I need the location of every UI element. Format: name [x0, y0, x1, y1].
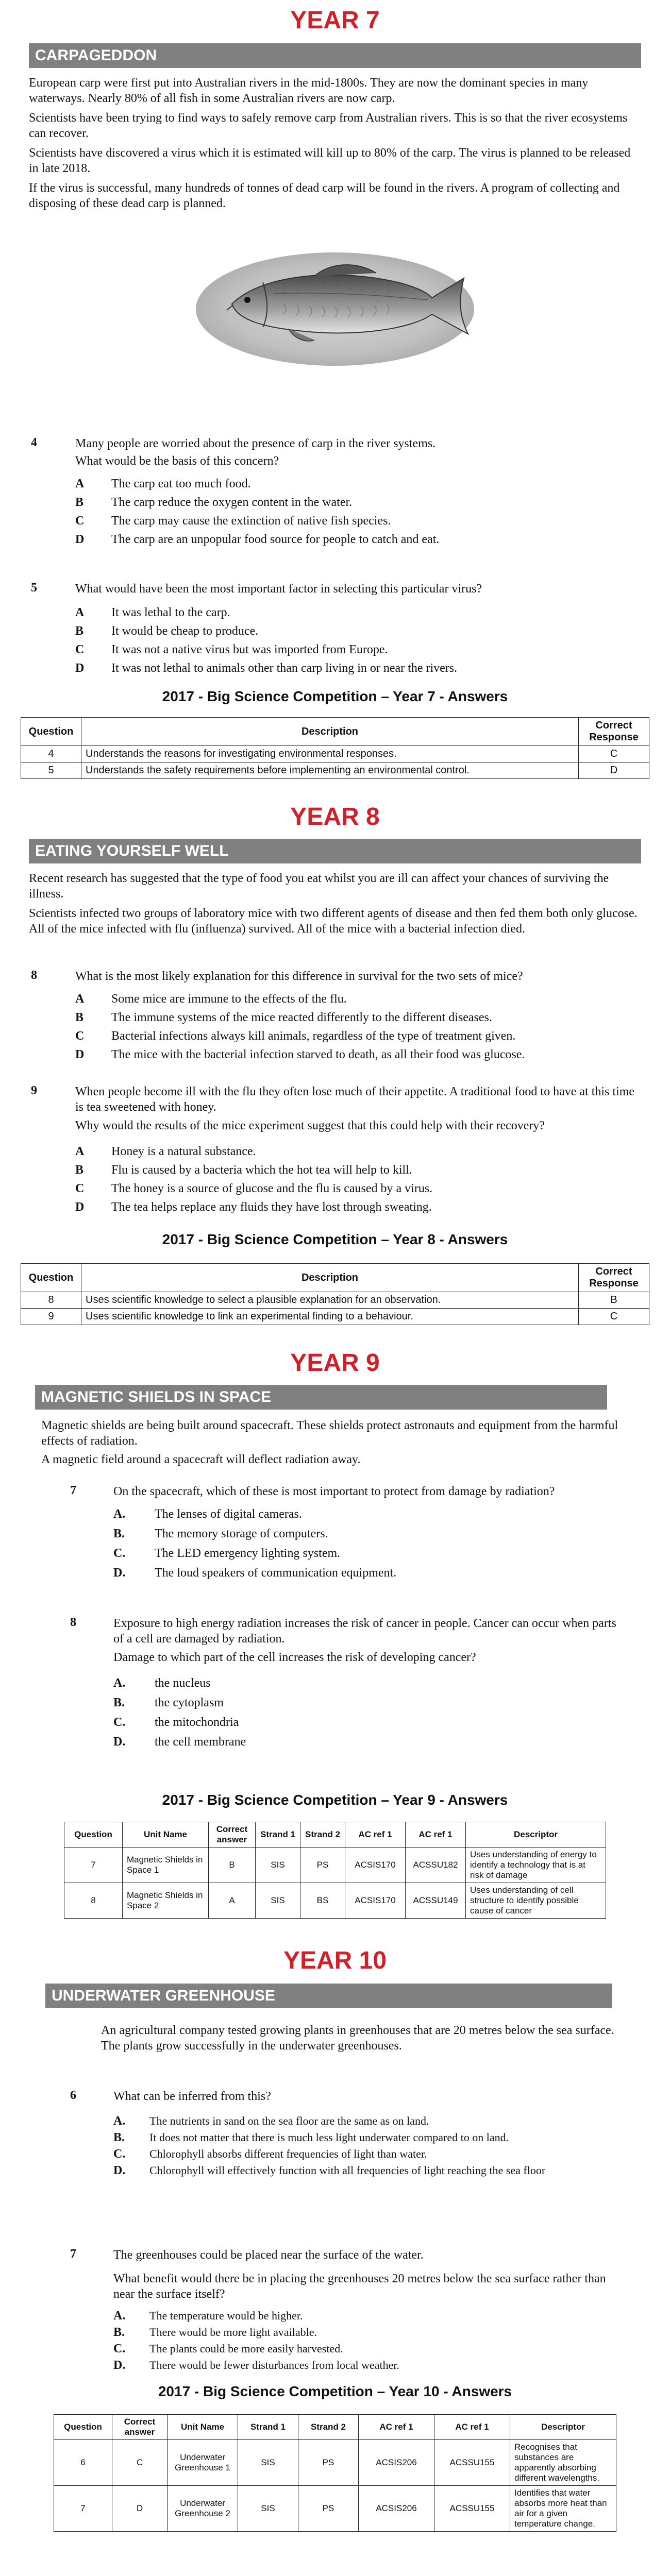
column-header: AC ref 1 — [406, 1822, 466, 1848]
table-cell: 4 — [21, 746, 81, 762]
answers-title: 2017 - Big Science Competition – Year 9 - Answers — [162, 1792, 508, 1808]
option-text: The loud speakers of communication equipment. — [155, 1566, 397, 1580]
column-header: AC ref 1 — [345, 1822, 406, 1848]
table-cell: SIS — [256, 1883, 300, 1919]
option-text: The memory storage of computers. — [155, 1527, 328, 1540]
table-cell: 9 — [21, 1309, 81, 1325]
table-row — [64, 1848, 606, 1883]
table-cell: ACSIS170 — [345, 1848, 406, 1883]
option-letter: B. — [113, 1696, 125, 1709]
intro-paragraph: An agricultural company tested growing plants in greenhouses that are 20 metres below the sea surface. The plants grow successfully in the underwater greenhouses. — [101, 2024, 614, 2053]
table-cell: D — [112, 2486, 167, 2532]
option-text: Chlorophyll will effectively function with all frequencies of light reaching the sea floor — [149, 2164, 546, 2177]
table-cell: Magnetic Shields in Space 2 — [123, 1883, 209, 1919]
column-header: Correct Response — [579, 718, 649, 746]
option-letter: D. — [113, 1735, 126, 1749]
answers-table — [21, 717, 649, 779]
table-row — [54, 2486, 616, 2532]
answers-table — [54, 2414, 616, 2532]
option-text: The honey is a source of glucose and the flu is caused by a virus. — [111, 1182, 433, 1195]
column-header: Strand 2 — [298, 2415, 359, 2440]
table-row — [21, 1292, 649, 1309]
option-letter: A. — [113, 2114, 126, 2128]
table-row — [54, 2440, 616, 2486]
table-cell: Uses understanding of energy to identify a technology that is at risk of damage — [466, 1848, 606, 1883]
table-row — [21, 746, 649, 762]
question-text: What is the most likely explanation for this difference in survival for the two sets of mice? — [75, 970, 523, 983]
table-cell: 6 — [54, 2440, 112, 2486]
option-letter: D. — [113, 2164, 126, 2177]
option-text: Some mice are immune to the effects of the flu. — [111, 992, 347, 1006]
table-cell: ACSIS206 — [359, 2486, 434, 2532]
option-text: Honey is a natural substance. — [111, 1145, 256, 1158]
question-text: Many people are worried about the presence of carp in the river systems. — [75, 437, 436, 450]
option-text: The immune systems of the mice reacted differently to the different diseases. — [111, 1011, 492, 1024]
option-letter: B — [75, 624, 84, 638]
option-text: the mitochondria — [155, 1716, 239, 1729]
table-cell: ACSIS170 — [345, 1883, 406, 1919]
option-letter: C — [75, 1182, 85, 1195]
table-cell: Uses scientific knowledge to link an experimental finding to a behaviour. — [81, 1309, 579, 1325]
option-text: Bacterial infections always kill animals, regardless of the type of treatment given. — [111, 1029, 516, 1043]
column-header: Descriptor — [510, 2415, 616, 2440]
option-letter: D. — [113, 2359, 126, 2372]
intro-paragraph: Scientists infected two groups of laboratory mice with two different agents of disease and then fed them both only glucose. All of the mice infected with flu (influenza) survived. All of the mice with a bacterial infection died. — [29, 907, 638, 936]
column-header: Question — [21, 1264, 81, 1292]
question-number: 7 — [70, 2247, 76, 2261]
table-cell: BS — [300, 1883, 345, 1919]
column-header: Strand 2 — [300, 1822, 345, 1848]
question-number: 4 — [31, 436, 37, 449]
option-letter: B — [75, 496, 84, 509]
option-letter: D — [75, 533, 85, 546]
table-cell: C — [579, 746, 649, 762]
option-text: The carp may cause the extinction of native fish species. — [111, 514, 391, 528]
table-cell: 7 — [64, 1848, 123, 1883]
column-header: Strand 1 — [256, 1822, 300, 1848]
option-text: The nutrients in sand on the sea floor are the same as on land. — [149, 2114, 429, 2127]
option-letter: A. — [113, 1507, 126, 1521]
option-letter: C. — [113, 2147, 126, 2161]
table-cell: Understands the reasons for investigating environmental responses. — [81, 746, 579, 762]
column-header: Description — [81, 1264, 579, 1292]
table-header-row — [64, 1822, 606, 1848]
table-header-row — [54, 2415, 616, 2440]
table-cell: ACSSU182 — [406, 1848, 466, 1883]
question-text: The greenhouses could be placed near the surface of the water. — [113, 2248, 424, 2262]
option-letter: C. — [113, 1547, 126, 1560]
intro-paragraph: A magnetic field around a spacecraft will deflect radiation away. — [41, 1453, 361, 1466]
option-letter: B. — [113, 2131, 125, 2144]
answers-table — [21, 1263, 649, 1325]
option-text: Chlorophyll absorbs different frequencies of light than water. — [149, 2147, 427, 2160]
option-letter: D — [75, 1200, 85, 1214]
table-cell: B — [209, 1848, 256, 1883]
column-header: Description — [81, 718, 579, 746]
option-text: the cell membrane — [155, 1735, 246, 1749]
option-text: It would be cheap to produce. — [111, 624, 259, 638]
question-text: On the spacecraft, which of these is most important to protect from damage by radiation? — [113, 1485, 555, 1498]
column-header: Question — [54, 2415, 112, 2440]
option-text: the nucleus — [155, 1676, 211, 1690]
option-text: It was not a native virus but was imported from Europe. — [111, 643, 388, 656]
year-7-heading: YEAR 7 — [290, 7, 380, 34]
option-text: The tea helps replace any fluids they have lost through sweating. — [111, 1200, 432, 1214]
table-header-row — [21, 1264, 649, 1292]
option-text: The carp reduce the oxygen content in the water. — [111, 496, 353, 509]
table-row — [21, 1309, 649, 1325]
option-text: The mice with the bacterial infection starved to death, as all their food was glucose. — [111, 1048, 525, 1061]
option-letter: A — [75, 992, 85, 1006]
question-number: 7 — [70, 1484, 76, 1497]
question-text: Exposure to high energy radiation increases the risk of cancer in people. Cancer can occur when parts of a cell are damaged by radiation. — [113, 1617, 616, 1646]
option-text: There would be more light available. — [149, 2326, 317, 2338]
option-text: There would be fewer disturbances from local weather. — [149, 2359, 400, 2371]
column-header: Unit Name — [123, 1822, 209, 1848]
table-cell: ACSSU149 — [406, 1883, 466, 1919]
intro-paragraph: European carp were first put into Australian rivers in the mid-1800s. They are now the dominant species in many waterways. Nearly 80% of all fish in some Australian rivers are now carp. — [29, 76, 589, 105]
question-text: What would have been the most important factor in selecting this particular virus? — [75, 582, 482, 596]
table-cell: ACSSU155 — [434, 2440, 510, 2486]
option-text: The LED emergency lighting system. — [155, 1547, 341, 1560]
column-header: Question — [21, 718, 81, 746]
option-letter: A. — [113, 1676, 126, 1690]
section-title-underwater-greenhouse: UNDERWATER GREENHOUSE — [45, 1984, 612, 2008]
question-number: 5 — [31, 581, 37, 595]
option-letter: D — [75, 1048, 85, 1061]
option-letter: B. — [113, 1527, 125, 1540]
table-cell: C — [112, 2440, 167, 2486]
carp-illustration — [186, 242, 484, 371]
question-subtext: Why would the results of the mice experiment suggest that this could help with their recovery? — [75, 1119, 545, 1132]
table-cell: ACSSU155 — [434, 2486, 510, 2532]
option-letter: A — [75, 1145, 85, 1158]
option-text: It was lethal to the carp. — [111, 606, 230, 619]
option-text: The carp are an unpopular food source for people to catch and eat. — [111, 533, 440, 546]
answers-title: 2017 - Big Science Competition – Year 8 - Answers — [162, 1231, 508, 1247]
intro-paragraph: Scientists have discovered a virus which it is estimated will kill up to 80% of the carp. The virus is planned to be released in late 2018. — [29, 146, 631, 175]
table-cell: PS — [298, 2440, 359, 2486]
intro-paragraph: Scientists have been trying to find ways to safely remove carp from Australian rivers. This is so that the river ecosystems can recover. — [29, 111, 628, 140]
table-cell: Underwater Greenhouse 1 — [167, 2440, 238, 2486]
option-text: The carp eat too much food. — [111, 477, 251, 490]
option-letter: A. — [113, 2309, 126, 2323]
option-letter: D — [75, 662, 85, 675]
section-title-eating-yourself-well: EATING YOURSELF WELL — [29, 839, 641, 863]
table-cell: A — [209, 1883, 256, 1919]
intro-paragraph: Magnetic shields are being built around spacecraft. These shields protect astronauts and equipment from the harmful effects of radiation. — [41, 1419, 618, 1448]
option-letter: A — [75, 606, 85, 619]
option-letter: C — [75, 1029, 85, 1043]
table-cell: C — [579, 1309, 649, 1325]
column-header: Descriptor — [466, 1822, 606, 1848]
option-letter: B. — [113, 2326, 125, 2339]
option-text: It does not matter that there is much less light underwater compared to on land. — [149, 2131, 509, 2144]
option-letter: C. — [113, 2342, 126, 2355]
table-cell: Recognises that substances are apparently absorbing different wavelengths. — [510, 2440, 616, 2486]
intro-paragraph: Recent research has suggested that the type of food you eat whilst you are ill can affect your chances of surviving the illness. — [29, 872, 609, 901]
column-header: Correct answer — [112, 2415, 167, 2440]
section-title-carpageddon: CARPAGEDDON — [29, 43, 641, 68]
option-letter: C — [75, 514, 85, 528]
table-cell: 7 — [54, 2486, 112, 2532]
table-header-row — [21, 718, 649, 746]
column-header: AC ref 1 — [359, 2415, 434, 2440]
question-text: What can be inferred from this? — [113, 2090, 271, 2103]
table-cell: Uses scientific knowledge to select a plausible explanation for an observation. — [81, 1292, 579, 1309]
option-letter: B — [75, 1163, 84, 1177]
option-text: The temperature would be higher. — [149, 2309, 303, 2322]
option-letter: D. — [113, 1566, 126, 1580]
option-text: The lenses of digital cameras. — [155, 1507, 302, 1521]
option-letter: C. — [113, 1716, 126, 1729]
question-number: 8 — [31, 969, 37, 982]
option-text: It was not lethal to animals other than carp living in or near the rivers. — [111, 662, 458, 675]
question-text: When people become ill with the flu they often lose much of their appetite. A traditional food to have at this time is tea sweetened with honey. — [75, 1085, 635, 1114]
option-text: the cytoplasm — [155, 1696, 224, 1709]
column-header: Correct answer — [209, 1822, 256, 1848]
table-row — [64, 1883, 606, 1919]
answers-title: 2017 - Big Science Competition – Year 10 - Answers — [158, 2383, 512, 2399]
table-cell: SIS — [238, 2486, 298, 2532]
table-cell: SIS — [256, 1848, 300, 1883]
column-header: Correct Response — [579, 1264, 649, 1292]
answers-table — [64, 1822, 606, 1919]
table-cell: ACSIS206 — [359, 2440, 434, 2486]
answers-title: 2017 - Big Science Competition – Year 7 - Answers — [162, 688, 508, 704]
question-number: 8 — [70, 1616, 76, 1629]
question-number: 9 — [31, 1084, 37, 1097]
table-cell: PS — [298, 2486, 359, 2532]
option-letter: A — [75, 477, 85, 490]
option-text: The plants could be more easily harvested. — [149, 2342, 343, 2355]
table-row — [21, 762, 649, 779]
option-letter: C — [75, 643, 85, 656]
column-header: AC ref 1 — [434, 2415, 510, 2440]
table-cell: Magnetic Shields in Space 1 — [123, 1848, 209, 1883]
table-cell: Uses understanding of cell structure to identify possible cause of cancer — [466, 1883, 606, 1919]
question-subtext: What would be the basis of this concern? — [75, 454, 279, 468]
option-letter: B — [75, 1011, 84, 1024]
question-subtext: What benefit would there be in placing the greenhouses 20 metres below the sea surface rather than near the surface itself? — [113, 2272, 606, 2301]
section-title-magnetic-shields: MAGNETIC SHIELDS IN SPACE — [35, 1385, 607, 1410]
table-cell: Identifies that water absorbs more heat than air for a given temperature change. — [510, 2486, 616, 2532]
table-cell: 8 — [64, 1883, 123, 1919]
table-cell: 8 — [21, 1292, 81, 1309]
option-text: Flu is caused by a bacteria which the hot tea will help to kill. — [111, 1163, 412, 1177]
question-subtext: Damage to which part of the cell increases the risk of developing cancer? — [113, 1651, 476, 1664]
year-10-heading: YEAR 10 — [283, 1947, 387, 1974]
table-cell: Understands the safety requirements before implementing an environmental control. — [81, 762, 579, 779]
table-cell: SIS — [238, 2440, 298, 2486]
table-cell: D — [579, 762, 649, 779]
column-header: Unit Name — [167, 2415, 238, 2440]
table-cell: PS — [300, 1848, 345, 1883]
year-8-heading: YEAR 8 — [290, 803, 380, 831]
table-cell: Underwater Greenhouse 2 — [167, 2486, 238, 2532]
year-9-heading: YEAR 9 — [290, 1349, 380, 1377]
table-cell: 5 — [21, 762, 81, 779]
column-header: Question — [64, 1822, 123, 1848]
question-number: 6 — [70, 2089, 76, 2102]
intro-paragraph: If the virus is successful, many hundreds of tonnes of dead carp will be found in the rivers. A program of collecting and disposing of these dead carp is planned. — [29, 181, 620, 210]
column-header: Strand 1 — [238, 2415, 298, 2440]
table-cell: B — [579, 1292, 649, 1309]
